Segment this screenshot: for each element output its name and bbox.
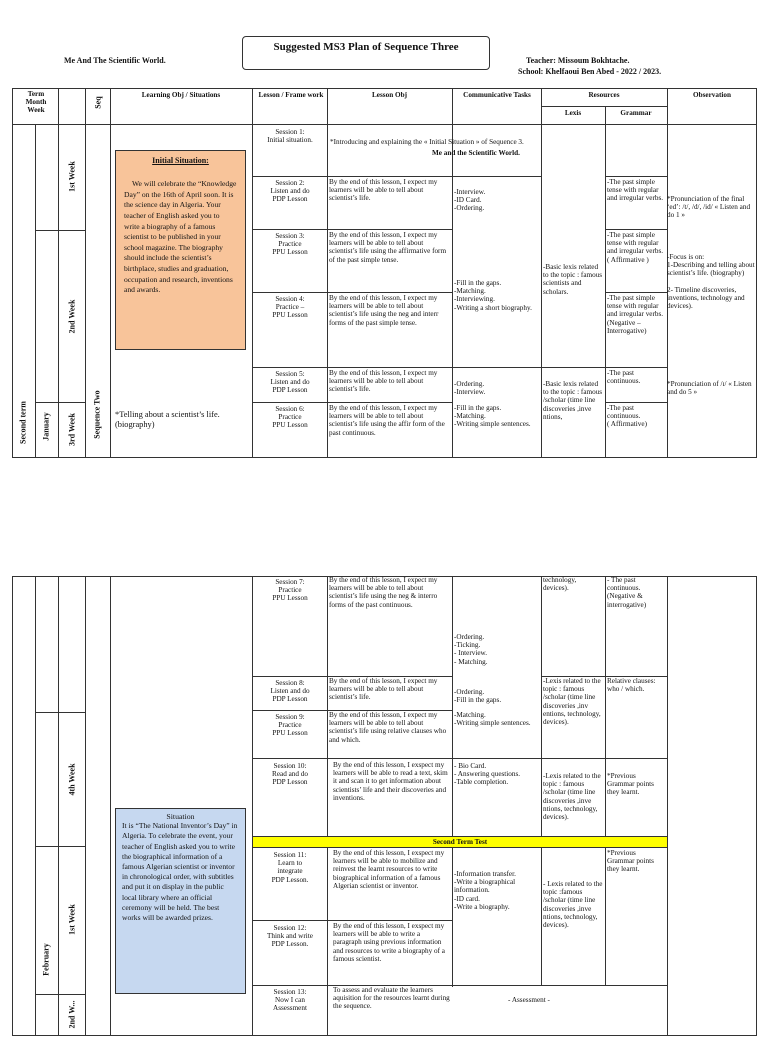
page-title bbox=[242, 36, 490, 70]
session-tasks-8: -Ordering. -Fill in the gaps. bbox=[454, 688, 502, 705]
session-frame-13: Session 13: Now I can Assessment bbox=[273, 988, 307, 1013]
header-learning: Learning Obj / Situations bbox=[141, 91, 221, 99]
observation-2: -Focus is on: 1-Describing and telling about scientist’s life. (biography) 2- Timeline discoveries, inventions, technology and devices). bbox=[667, 253, 755, 311]
session-obj-2: By the end of this lesson, I expect my learners will be able to tell about scientist’s life. bbox=[329, 178, 438, 203]
session-frame-2: Session 2: Listen and do PDP Lesson bbox=[270, 179, 310, 204]
school-name: School: Khelfaoui Ben Abed - 2022 / 2023. bbox=[518, 67, 662, 76]
session-frame-8: Session 8: Listen and do PDP Lesson bbox=[270, 679, 310, 704]
session-tasks-7: -Ordering. -Ticking. - Interview. - Matching. bbox=[454, 633, 488, 666]
header-grammar: Grammar bbox=[620, 109, 652, 117]
observation-3: *Pronunciation of /ɪ/ « Listen and do 5 » bbox=[667, 380, 752, 397]
session-tasks-11: -Information transfer. -Write a biographical information. -ID card. -Write a biography. bbox=[454, 870, 516, 911]
grammar-6: -The past continuous. ( Affirmative) bbox=[607, 404, 647, 429]
lexis-s7: technology, devices). bbox=[543, 576, 577, 593]
session-tasks-5: -Ordering. -Interview. bbox=[454, 380, 486, 397]
situation-2-body: It is “The National Inventor’s Day” in Algeria. To celebrate the event, your teacher of English asked you to write the biographical information of a famous Algerian scientist or inventor in chronological order, with subtitles and put it on display in the public local library where an official ceremony will be held. The best works will be awarded prizes. bbox=[122, 821, 238, 923]
session-tasks-2: -Interview. -ID Card. -Ordering. bbox=[454, 188, 486, 213]
session-tasks-6: -Fill in the gaps. -Matching. -Writing simple sentences. bbox=[454, 404, 531, 429]
header-month: Month bbox=[25, 98, 47, 107]
session-obj-11: By the end of this lesson, I exspect my learners will be able to mobilize and reinvest the learnt resources to write biographical information of a famous Algerian scientist or inventor. bbox=[333, 849, 445, 890]
sequence-label: Sequence Two bbox=[92, 390, 102, 439]
session-obj-7: By the end of this lesson, I expect my learners will be able to tell about scientist’s life using the neg & interro forms of the past continuous. bbox=[329, 576, 438, 609]
header-left-text: Me And The Scientific World. bbox=[64, 56, 166, 65]
lexis-block-1: -Basic lexis related to the topic : famous scientists and scholars. bbox=[543, 263, 603, 296]
session-frame-9: Session 9: Practice PPU Lesson bbox=[272, 713, 308, 738]
header-lesson-frame: Lesson / Frame work bbox=[258, 91, 324, 99]
header-resources: Resources bbox=[588, 91, 620, 99]
session-frame-5: Session 5: Listen and do PDP Lesson bbox=[270, 370, 310, 395]
session-obj-13: To assess and evaluate the learners aquisition for the resources learnt during the sequence. bbox=[333, 986, 450, 1011]
header-week: Week bbox=[27, 106, 45, 115]
initial-situation-title: Initial Situation: bbox=[152, 156, 209, 165]
initial-situation-body: We will celebrate the “Knowledge Day” on the 16th of April soon. It is the science day in Algeria. Your teacher of English asked you to write a biography of a famous scientist to be published in your school magazine. The biography should include the scientist’s birthplace, studies and graduation, occupation and research, inventions and awards. bbox=[124, 179, 237, 295]
initial-situation-box bbox=[115, 150, 246, 350]
header-communicative: Communicative Tasks bbox=[463, 91, 531, 99]
session-obj-9: By the end of this lesson, I expect my learners will be able to tell about scientist’s life using relative clauses who and which. bbox=[329, 711, 447, 744]
situation-2-title: Situation bbox=[166, 812, 195, 821]
page-title-text: Suggested MS3 Plan of Sequence Three bbox=[273, 41, 459, 53]
week-label-2: 2nd Week bbox=[67, 299, 77, 334]
session-tasks-9: -Matching. -Writing simple sentences. bbox=[454, 711, 531, 728]
session-frame-7: Session 7: Practice PPU Lesson bbox=[272, 578, 308, 603]
session-obj-8: By the end of this lesson, I expect my learners will be able to tell about scientist’s life. bbox=[329, 677, 438, 702]
session-obj-1-sequence: Me and the Scientific World. bbox=[432, 149, 520, 157]
header-lesson-obj: Lesson Obj bbox=[372, 91, 407, 99]
grammar-4: -The past simple tense with regular and irregular verbs. (Negative – Interrogative) bbox=[607, 294, 664, 335]
session-frame-1: Session 1: Initial situation. bbox=[267, 128, 313, 145]
header-term: Term bbox=[27, 90, 45, 98]
session-frame-6: Session 6: Practice PPU Lesson bbox=[272, 405, 308, 430]
session-frame-4: Session 4: Practice – PPU Lesson bbox=[272, 295, 308, 320]
grammar-8: Relative clauses: who / which. bbox=[607, 677, 656, 694]
month-label-february: February bbox=[41, 943, 51, 976]
week-label-4: 4th Week bbox=[67, 763, 77, 796]
header-term-month-week bbox=[14, 90, 58, 115]
session-obj-6: By the end of this lesson, I expect my learners will be able to tell about scientist’s life using the affir form of the past continuous. bbox=[329, 404, 445, 437]
lexis-block-2: -Basic lexis related to the topic : famous /scholar (time line discoveries ,inve ntions, bbox=[543, 380, 603, 421]
header-lexis: Lexis bbox=[564, 109, 582, 117]
session-obj-1: *Introducing and explaining the « Initial Situation » of Sequence 3. bbox=[330, 138, 524, 146]
week-label-feb-1: 1st Week bbox=[67, 904, 77, 935]
session-frame-12: Session 12: Think and write PDP Lesson. bbox=[267, 924, 313, 949]
teacher-name: Teacher: Missoum Bokhtache. bbox=[526, 56, 630, 65]
grammar-5: -The past continuous. bbox=[607, 369, 641, 386]
observation-1: *Pronunciation of the final ‘ed’: /t/, /d/, /id/ « Listen and do 1 » bbox=[667, 195, 751, 220]
session-frame-10: Session 10: Read and do PDP Lesson bbox=[272, 762, 308, 787]
session-frame-11: Session 11: Learn to integrate PDP Lesson. bbox=[271, 851, 309, 884]
month-label-january: January bbox=[41, 412, 51, 441]
session-tasks-4: -Fill in the gaps. -Matching. -Interviewing. -Writing a short biography. bbox=[454, 279, 532, 312]
grammar-2: -The past simple tense with regular and irregular verbs. bbox=[607, 178, 664, 203]
lexis-s11: - Lexis related to the topic :famous /scholar (time line discoveries ,inve ntions, technology, devices). bbox=[543, 880, 603, 930]
header-seq: Seq bbox=[93, 96, 103, 109]
week-label-1: 1st Week bbox=[67, 161, 77, 192]
session-tasks-13: - Assessment - bbox=[508, 996, 550, 1004]
grammar-10: *Previous Grammar points they learnt. bbox=[607, 772, 654, 797]
session-obj-10: By the end of this lesson, I exspect my learners will be able to read a text, skim it and scan it to get information about scientists’ life and their discoveries and inventions. bbox=[333, 761, 448, 802]
week-label-feb-2: 2nd W... bbox=[67, 1000, 77, 1029]
session-tasks-10: - Bio Card. - Answering questions. -Table completion. bbox=[454, 762, 521, 787]
grammar-7: - The past continuous. (Negative & interrogative) bbox=[607, 576, 647, 609]
session-obj-3: By the end of this lesson, I expect my learners will be able to tell about scientist’s life using the affirmative form of the past simple tense. bbox=[329, 231, 447, 264]
session-frame-3: Session 3: Practice PPU Lesson bbox=[272, 232, 308, 257]
lexis-s10: -Lexis related to the topic : famous /scholar (time line discoveries ,inve ntions, technology, devices). bbox=[543, 772, 601, 822]
session-obj-4: By the end of this lesson, I expect my learners will be able to tell about scientist’s life using the neg and interr forms of the past simple tense. bbox=[329, 294, 439, 327]
objective-telling: *Telling about a scientist’s life. (biography) bbox=[115, 410, 220, 429]
week-label-3: 3rd Week bbox=[67, 413, 77, 446]
situation-2-box bbox=[115, 808, 246, 994]
grammar-3: -The past simple tense with regular and irregular verbs. ( Affirmative ) bbox=[607, 231, 664, 264]
session-obj-12: By the end of this lesson, I exspect my learners will be able to write a paragraph using previous information and resources to write a biography of a famous scientist. bbox=[333, 922, 445, 963]
second-term-test-label: Second Term Test bbox=[432, 838, 488, 846]
header-observation: Observation bbox=[693, 91, 731, 99]
session-obj-5: By the end of this lesson, I expect my learners will be able to tell about scientist’s life. bbox=[329, 369, 438, 394]
term-label: Second term bbox=[18, 401, 28, 444]
lexis-s8: -Lexis related to the topic : famous /scholar (time line discoveries ,inv entions, technology, devices). bbox=[543, 677, 601, 727]
grammar-11: *Previous Grammar points they learnt. bbox=[607, 849, 654, 874]
